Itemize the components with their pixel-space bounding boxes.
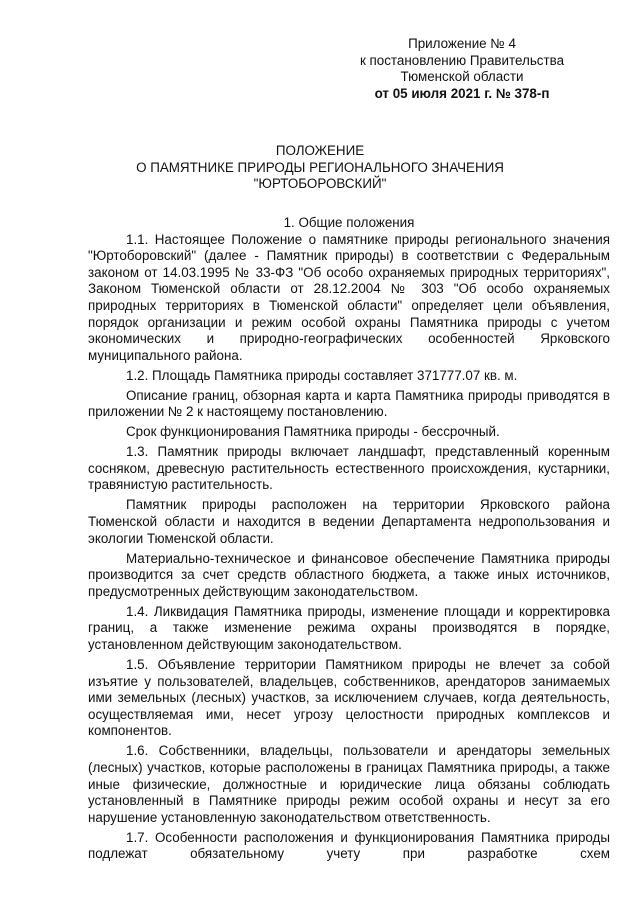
paragraph-boundaries: Описание границ, обзорная карта и карта Памятника природы приводятся в приложении № 2 к настоящему постановлению. [88, 387, 610, 420]
appendix-number: Приложение № 4 [408, 36, 516, 51]
document-title [92, 143, 548, 193]
paragraph-1-1: 1.1. Настоящее Положение о памятнике природы регионального значения "Юртоборовский" (далее - Памятник природы) в соответствии с Федеральным законом от 14.03.1995 № 33-ФЗ "Об особо охраняемых природных территориях", Законом Тюменской области от 28.12.2004 № 303 "Об особо охраняемых природных территориях в Тюменской области" определяет цели объявления, порядок организации и режим особой охраны Памятника природы с учетом экономических и природно-географических особенностей Ярковского муниципального района. [88, 231, 610, 363]
paragraph-1-3: 1.3. Памятник природы включает ландшафт, представленный коренным сосняком, древесную растительность естественного происхождения, кустарники, травянистую растительность. [88, 444, 610, 493]
title-line-2: О ПАМЯТНИКЕ ПРИРОДЫ РЕГИОНАЛЬНОГО ЗНАЧЕНИЯ [136, 159, 504, 175]
paragraph-1-6: 1.6. Собственники, владельцы, пользователи и арендаторы земельных (лесных) участков, которые расположены в границах Памятника природы, а также иные физические, должностные и юридические лица обязаны соблюдать установленный в Памятнике природы режим особой охраны и несут за его нарушение установленную законодательством ответственность. [88, 743, 610, 825]
appendix-date-number: от 05 июля 2021 г. № 378-п [374, 85, 550, 101]
appendix-resolution-ref: к постановлению Правительства [359, 52, 565, 68]
title-line-1: ПОЛОЖЕНИЕ [275, 143, 365, 158]
paragraph-funding: Материально-техническое и финансовое обеспечение Памятника природы производится за счет средств областного бюджета, а также иных источников, предусмотренных действующим законодательством. [88, 550, 610, 599]
paragraph-1-2: 1.2. Площадь Памятника природы составляет 371777.07 кв. м. [126, 367, 518, 383]
section-heading: 1. Общие положения [283, 215, 415, 230]
title-line-3: "ЮРТОБОРОВСКИЙ" [253, 176, 387, 192]
paragraph-1-7: 1.7. Особенности расположения и функционирования Памятника природы подлежат обязательному учету при разработке схем [88, 829, 610, 862]
appendix-header [340, 36, 584, 102]
appendix-region: Тюменской области [400, 69, 524, 85]
paragraph-1-5: 1.5. Объявление территории Памятником природы не влечет за собой изъятие у пользователей, владельцев, собственников, арендаторов занимаемых ими земельных (лесных) участков, за исключением случаев, когда деятельность, осуществляемая ими, несет угрозу целостности природных комплексов и компонентов. [88, 656, 610, 739]
paragraph-1-4: 1.4. Ликвидация Памятника природы, изменение площади и корректировка границ, а также изменение режима охраны производятся в порядке, установленном действующим законодательством. [88, 603, 610, 652]
paragraph-term: Срок функционирования Памятника природы - бессрочный. [126, 424, 500, 440]
paragraph-location: Памятник природы расположен на территории Ярковского района Тюменской области и находится в ведении Департамента недропользования и экологии Тюменской области. [88, 497, 610, 546]
document-body [88, 215, 610, 866]
